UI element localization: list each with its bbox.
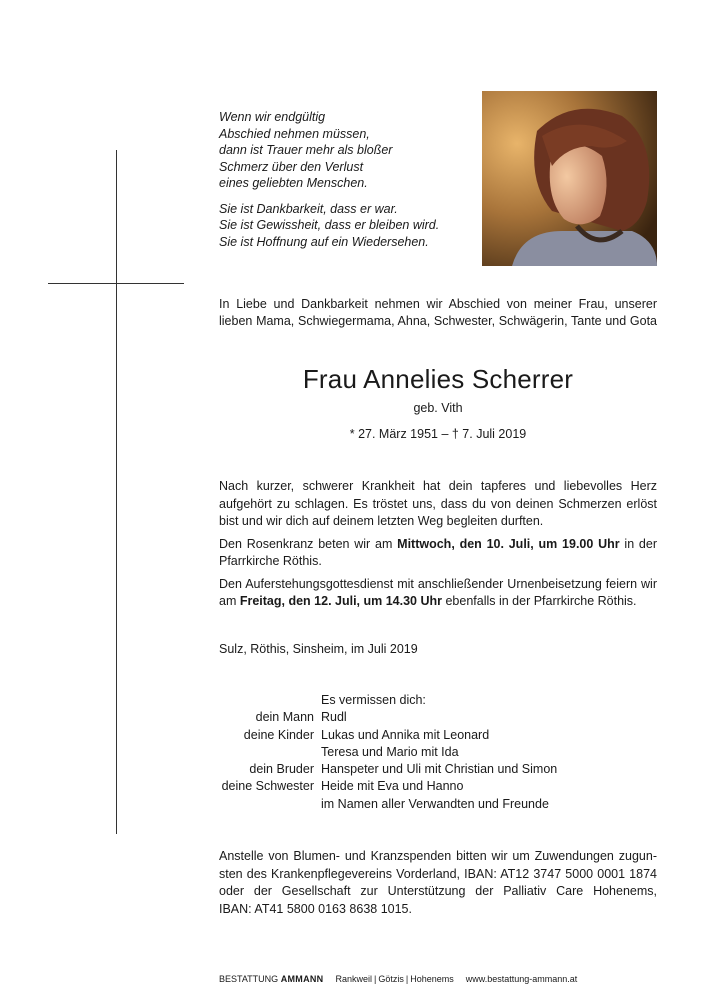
- donation-line: sten des Krankenpflegevereins Vorderland, IBAN: AT12 3747 5000 0001 1874: [219, 866, 657, 881]
- poem-line: Sie ist Dankbarkeit, dass er war.: [219, 201, 398, 216]
- poem: [219, 109, 469, 250]
- poem-line: Sie ist Hoffnung auf ein Wiedersehen.: [219, 234, 429, 249]
- service-date: Freitag, den 12. Juli, um 14.30 Uhr: [239, 594, 442, 608]
- intro-line: In Liebe und Dankbarkeit nehmen wir Abschied von meiner Frau, unserer: [219, 297, 657, 311]
- place-date: Sulz, Röthis, Sinsheim, im Juli 2019: [219, 642, 418, 656]
- announcement-body: [219, 478, 657, 616]
- rosary-date: Mittwoch, den 10. Juli, um 19.00 Uhr: [397, 536, 620, 551]
- body-paragraph: Nach kurzer, schwerer Krankheit hat dein tapferes und liebevolles Herz aufgehört zu schlagen. Es tröstet uns, dass du von deinen Schmerzen erlöst bist und wir dich auf deinem letzten Weg begleiten durften.: [219, 479, 657, 528]
- service-paragraph: Den Auferstehungsgottesdienst mit anschließender Urnenbeisetzung feiern wir am Freitag, den 12. Juli, um 14.30 Uhr ebenfalls in der Pfarrkirche Röthis.: [219, 576, 657, 608]
- poem-line: Schmerz über den Verlust: [219, 159, 364, 174]
- mourners-list: [200, 692, 660, 813]
- maiden-name: geb. Vith: [413, 401, 463, 415]
- mourner-row: deine Schwester Heide mit Eva und Hanno: [221, 779, 464, 794]
- cross-horizontal-line: [48, 283, 184, 284]
- mourner-row: dein Bruder Hanspeter und Uli mit Christian und Simon: [249, 762, 558, 777]
- mourner-row: Es vermissen dich:: [321, 693, 426, 707]
- poem-line: dann ist Trauer mehr als bloßer: [219, 143, 393, 157]
- footer-locations: Rankweil | Götzis | Hohenems: [335, 974, 454, 984]
- poem-line: Wenn wir endgültig: [219, 110, 326, 124]
- rosary-paragraph: Den Rosenkranz beten wir am Mittwoch, den 10. Juli, um 19.00 Uhr in der Pfarrkirche Röthis.: [219, 536, 657, 568]
- footer-brand: BESTATTUNG AMMANN: [219, 974, 324, 984]
- cross-vertical-line: [116, 150, 117, 834]
- mourner-row: im Namen aller Verwandten und Freunde: [321, 796, 549, 811]
- mourner-row: Teresa und Mario mit Ida: [321, 744, 459, 759]
- donation-note: [219, 848, 657, 918]
- portrait-photo: [482, 91, 657, 266]
- poem-line: Sie ist Gewissheit, dass er bleiben wird.: [219, 218, 440, 232]
- intro-text: [219, 296, 657, 330]
- life-dates: * 27. März 1951 – † 7. Juli 2019: [349, 427, 527, 441]
- footer: [219, 974, 659, 984]
- mourner-row: dein Mann Rudl: [255, 710, 347, 725]
- mourner-row: deine Kinder Lukas und Annika mit Leonard: [243, 727, 490, 742]
- footer-website: www.bestattung-ammann.at: [465, 974, 578, 984]
- donation-line: Anstelle von Blumen- und Kranzspenden bitten wir um Zuwendungen zugun-: [219, 849, 657, 863]
- donation-line: IBAN: AT41 5800 0163 8638 1015.: [219, 901, 412, 916]
- intro-line: lieben Mama, Schwiegermama, Ahna, Schwester, Schwägerin, Tante und Gota: [219, 314, 657, 328]
- donation-line: oder der Gesellschaft zur Unterstützung der Palliativ Care Hohenems,: [219, 884, 657, 898]
- poem-line: Abschied nehmen müssen,: [219, 126, 370, 141]
- poem-line: eines geliebten Menschen.: [219, 176, 368, 190]
- deceased-name: Frau Annelies Scherrer: [302, 364, 574, 394]
